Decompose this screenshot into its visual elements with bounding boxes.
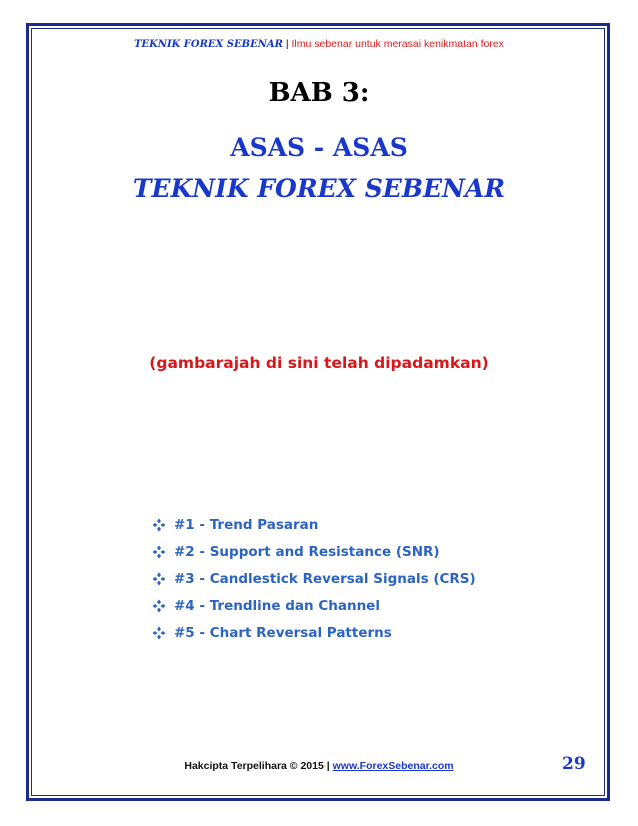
topic-label: #2 - Support and Resistance (SNR) — [174, 543, 440, 560]
list-item — [152, 511, 476, 538]
list-item — [152, 565, 476, 592]
header-separator: | — [285, 38, 289, 50]
chapter-heading-line1: ASAS - ASAS — [230, 133, 408, 162]
page-footer — [0, 760, 638, 772]
topic-list — [152, 511, 476, 646]
topic-label: #4 - Trendline dan Channel — [174, 597, 380, 614]
page-number: 29 — [562, 754, 586, 774]
diamond-bullet-icon — [152, 599, 166, 613]
topic-label: #5 - Chart Reversal Patterns — [174, 624, 392, 641]
topic-label: #1 - Trend Pasaran — [174, 516, 319, 533]
list-item — [152, 619, 476, 646]
header-tagline: Ilmu sebenar untuk merasai kenikmatan forex — [291, 38, 504, 50]
running-header — [0, 38, 638, 50]
diamond-bullet-icon — [152, 572, 166, 586]
removed-diagram-note: (gambarajah di sini telah dipadamkan) — [149, 354, 489, 372]
diamond-bullet-icon — [152, 626, 166, 640]
list-item — [152, 538, 476, 565]
list-item — [152, 592, 476, 619]
diamond-bullet-icon — [152, 518, 166, 532]
topic-label: #3 - Candlestick Reversal Signals (CRS) — [174, 570, 476, 587]
chapter-heading-line2: TEKNIK FOREX SEBENAR — [132, 174, 506, 203]
footer-separator: | — [326, 760, 330, 772]
diamond-bullet-icon — [152, 545, 166, 559]
website-link[interactable]: www.ForexSebenar.com — [332, 760, 454, 772]
chapter-title: BAB 3: — [268, 78, 370, 108]
header-brand: TEKNIK FOREX SEBENAR — [134, 39, 283, 50]
footer-copyright: Hakcipta Terpelihara © 2015 — [184, 760, 324, 772]
